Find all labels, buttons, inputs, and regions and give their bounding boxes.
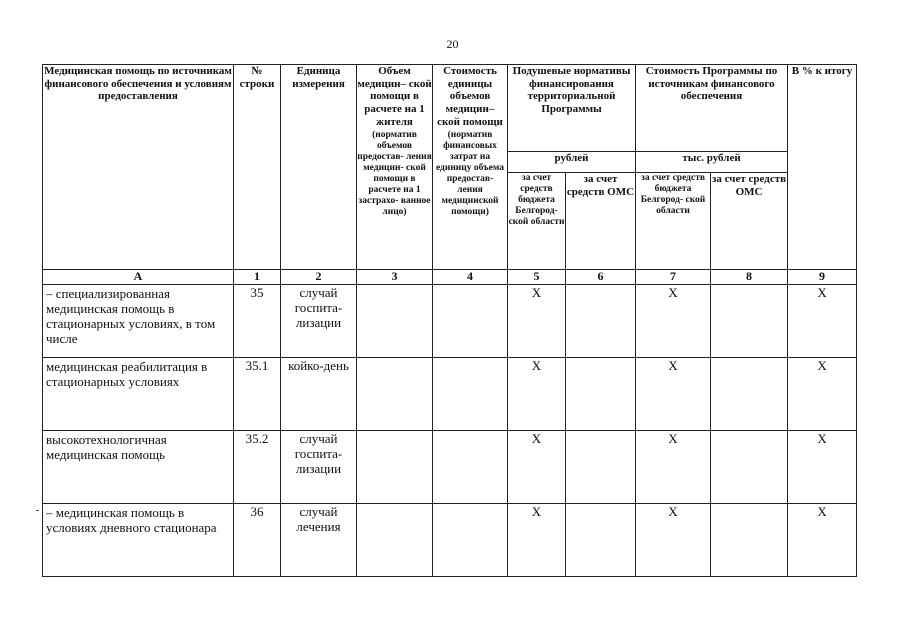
row-cell-x: Х xyxy=(636,503,711,576)
column-number: 4 xyxy=(433,270,508,285)
table-row xyxy=(43,357,857,430)
row-cell-x: Х xyxy=(508,284,566,357)
row-cell-empty xyxy=(711,430,788,503)
column-number: 9 xyxy=(788,270,857,285)
row-cell-x: Х xyxy=(636,357,711,430)
table-row xyxy=(43,284,857,357)
row-cell-x: Х xyxy=(636,284,711,357)
row-cell-empty xyxy=(433,503,508,576)
header-col-3-main: Объем медицин– ской помощи в расчете на 1 жителя xyxy=(357,65,432,128)
header-col-6: за счет средств ОМС xyxy=(566,173,636,270)
column-number: 8 xyxy=(711,270,788,285)
page-number: 20 xyxy=(446,37,459,51)
column-number: 6 xyxy=(566,270,636,285)
header-group-program-cost: Стоимость Программы по источникам финансового обеспечения xyxy=(636,65,788,152)
header-row-1 xyxy=(43,65,857,152)
row-cell-empty xyxy=(357,357,433,430)
column-number: 5 xyxy=(508,270,566,285)
row-cell-x: Х xyxy=(636,430,711,503)
row-cell-x: Х xyxy=(788,357,857,430)
row-cell-x: Х xyxy=(508,430,566,503)
row-category: высокотехнологичная медицинская помощь xyxy=(43,430,234,503)
row-line-number: 35.1 xyxy=(234,357,281,430)
row-cell-x: Х xyxy=(788,284,857,357)
column-number: А xyxy=(43,270,234,285)
row-cell-x: Х xyxy=(788,430,857,503)
row-cell-empty xyxy=(566,430,636,503)
row-unit: случай госпита- лизации xyxy=(281,430,357,503)
row-cell-empty xyxy=(357,284,433,357)
row-line-number: 36 xyxy=(234,503,281,576)
row-cell-empty xyxy=(566,284,636,357)
row-unit: случай лечения xyxy=(281,503,357,576)
column-number: 7 xyxy=(636,270,711,285)
row-cell-empty xyxy=(433,430,508,503)
stray-mark xyxy=(36,510,39,511)
header-col-5: за счет средств бюджета Белгород- ской области xyxy=(508,173,566,270)
header-col-4-main: Стоимость единицы объемов медицин– ской помощи xyxy=(437,65,503,128)
header-col-3 xyxy=(357,65,433,270)
header-col-4-note: (норматив финансовых затрат на единицу объема предостав- ления медицинской помощи) xyxy=(435,130,505,217)
header-col-2: Единица измерения xyxy=(281,65,357,270)
header-col-a: Медицинская помощь по источникам финансового обеспечения и условиям предоставления xyxy=(43,65,234,270)
header-unit-thousand-rubles: тыс. рублей xyxy=(636,152,788,173)
header-col-8: за счет средств ОМС xyxy=(711,173,788,270)
header-col-1: № строки xyxy=(234,65,281,270)
row-category: – медицинская помощь в условиях дневного стационара xyxy=(43,503,234,576)
row-cell-empty xyxy=(433,357,508,430)
row-cell-empty xyxy=(566,357,636,430)
row-unit: случай госпита- лизации xyxy=(281,284,357,357)
row-unit: койко-день xyxy=(281,357,357,430)
column-number-row xyxy=(43,270,857,285)
header-col-7: за счет средств бюджета Белгород- ской области xyxy=(636,173,711,270)
row-cell-x: Х xyxy=(508,357,566,430)
table-row xyxy=(43,430,857,503)
column-number: 3 xyxy=(357,270,433,285)
row-cell-empty xyxy=(566,503,636,576)
row-cell-empty xyxy=(357,503,433,576)
header-col-3-note: (норматив объемов предостав- ления медицин- ской помощи в расчете на 1 застрахо- ванное лицо) xyxy=(357,130,432,217)
header-col-4 xyxy=(433,65,508,270)
row-category: медицинская реабилитация в стационарных условиях xyxy=(43,357,234,430)
header-unit-rubles: рублей xyxy=(508,152,636,173)
header-col-9: В % к итогу xyxy=(788,65,857,270)
row-cell-empty xyxy=(711,357,788,430)
row-cell-x: Х xyxy=(508,503,566,576)
table-row xyxy=(43,503,857,576)
row-line-number: 35 xyxy=(234,284,281,357)
funding-table xyxy=(42,64,857,577)
row-cell-empty xyxy=(711,503,788,576)
row-cell-empty xyxy=(433,284,508,357)
row-cell-empty xyxy=(711,284,788,357)
row-cell-empty xyxy=(357,430,433,503)
row-category: – специализированная медицинская помощь в стационарных условиях, в том числе xyxy=(43,284,234,357)
row-cell-x: Х xyxy=(788,503,857,576)
column-number: 2 xyxy=(281,270,357,285)
column-number: 1 xyxy=(234,270,281,285)
row-line-number: 35.2 xyxy=(234,430,281,503)
header-group-per-capita: Подушевые нормативы финансирования территориальной Программы xyxy=(508,65,636,152)
